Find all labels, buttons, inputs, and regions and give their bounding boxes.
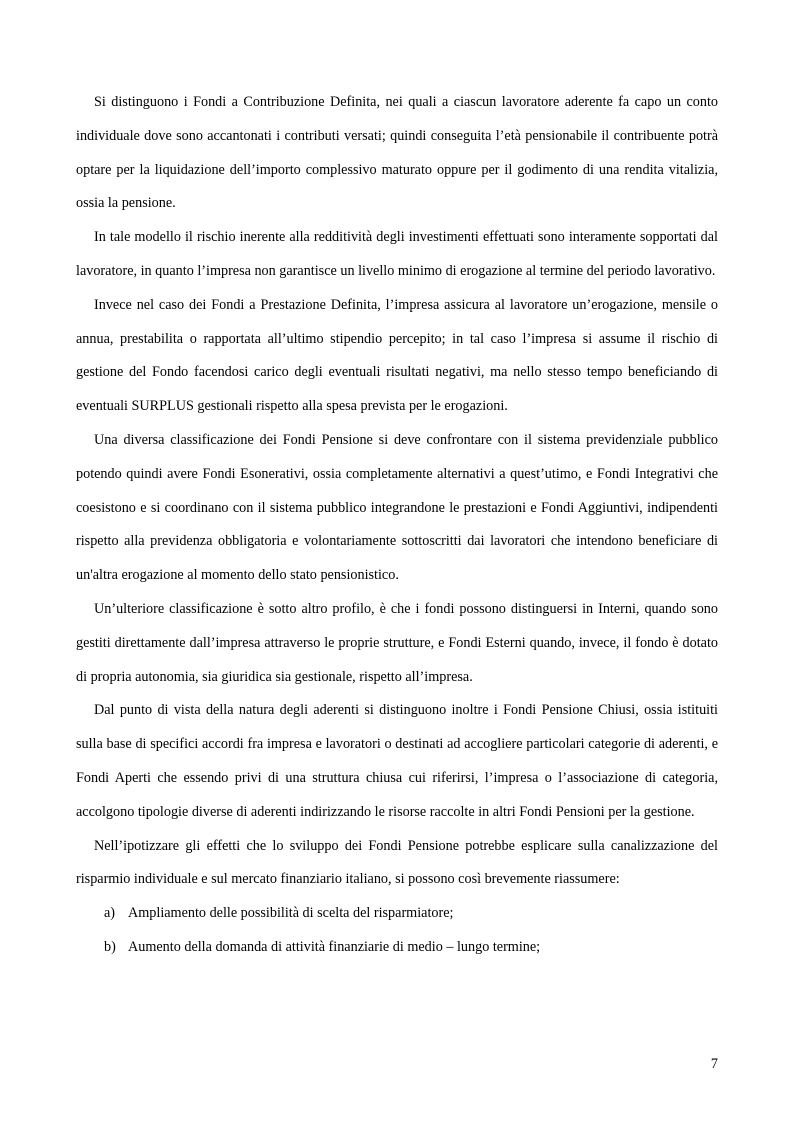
effects-list <box>76 897 718 965</box>
paragraph-classificazione-previdenziale: Una diversa classificazione dei Fondi Pensione si deve confrontare con il sistema previdenziale pubblico potendo quindi avere Fondi Esonerativi, ossia completamente alternativi a quest’utimo, e Fondi Integrativi che coesistono e si coordinano con il sistema pubblico integrandone le prestazioni e Fondi Aggiuntivi, indipendenti rispetto alla previdenza obbligatoria e volontariamente sottoscritti dai lavoratori che intendono beneficiare di un'altra erogazione al momento dello stato pensionistico. <box>76 431 718 584</box>
page-number: 7 <box>710 1056 718 1072</box>
paragraph-contribuzione-definita: Si distinguono i Fondi a Contribuzione Definita, nei quali a ciascun lavoratore aderente fa capo un conto individuale dove sono accantonati i contributi versati; quindi conseguita l’età pensionabile il contribuente potrà optare per la liquidazione dell’importo complessivo maturato oppure per il godimento di una rendita vitalizia, ossia la pensione. <box>76 94 718 212</box>
paragraph-rischio-lavoratore: In tale modello il rischio inerente alla redditività degli investimenti effettuati sono interamente sopportati dal lavoratore, in quanto l’impresa non garantisce un livello minimo di erogazione al termine del periodo lavorativo. <box>76 229 718 279</box>
list-item-text: Ampliamento delle possibilità di scelta del risparmiatore; <box>128 905 454 922</box>
paragraph-fondi-interni-esterni: Un’ulteriore classificazione è sotto altro profilo, è che i fondi possono distinguersi in Interni, quando sono gestiti direttamente dall’impresa attraverso le proprie strutture, e Fondi Esterni quando, invece, il fondo è dotato di propria autonomia, sia giuridica sia gestionale, rispetto all’impresa. <box>76 600 718 685</box>
list-marker: a) <box>104 905 116 922</box>
list-item-text: Aumento della domanda di attività finanziarie di medio – lungo termine; <box>128 938 541 955</box>
document-page <box>76 86 718 965</box>
paragraph-effetti-sviluppo: Nell’ipotizzare gli effetti che lo sviluppo dei Fondi Pensione potrebbe esplicare sulla canalizzazione del risparmio individuale e sul mercato finanziario italiano, si possono così brevemente riassumere: <box>76 837 718 888</box>
list-marker: b) <box>104 938 116 955</box>
paragraph-fondi-chiusi-aperti: Dal punto di vista della natura degli aderenti si distinguono inoltre i Fondi Pensione Chiusi, ossia istituiti sulla base di specifici accordi fra impresa e lavoratori o destinati ad accogliere particolari categorie di aderenti, e Fondi Aperti che essendo privi di una struttura chiusa cui riferirsi, l’impresa o l’associazione di categoria, accolgono tipologie diverse di aderenti indirizzando le risorse raccolte in altri Fondi Pensioni per la gestione. <box>76 702 718 820</box>
list-item <box>76 931 718 965</box>
list-item <box>76 897 718 931</box>
paragraph-prestazione-definita: Invece nel caso dei Fondi a Prestazione Definita, l’impresa assicura al lavoratore un’erogazione, mensile o annua, prestabilita o rapportata all’ultimo stipendio percepito; in tal caso l’impresa si assume il rischio di gestione del Fondo facendosi carico degli eventuali risultati negativi, ma nello stesso tempo beneficiando di eventuali SURPLUS gestionali rispetto alla spesa prevista per le erogazioni. <box>76 296 718 415</box>
